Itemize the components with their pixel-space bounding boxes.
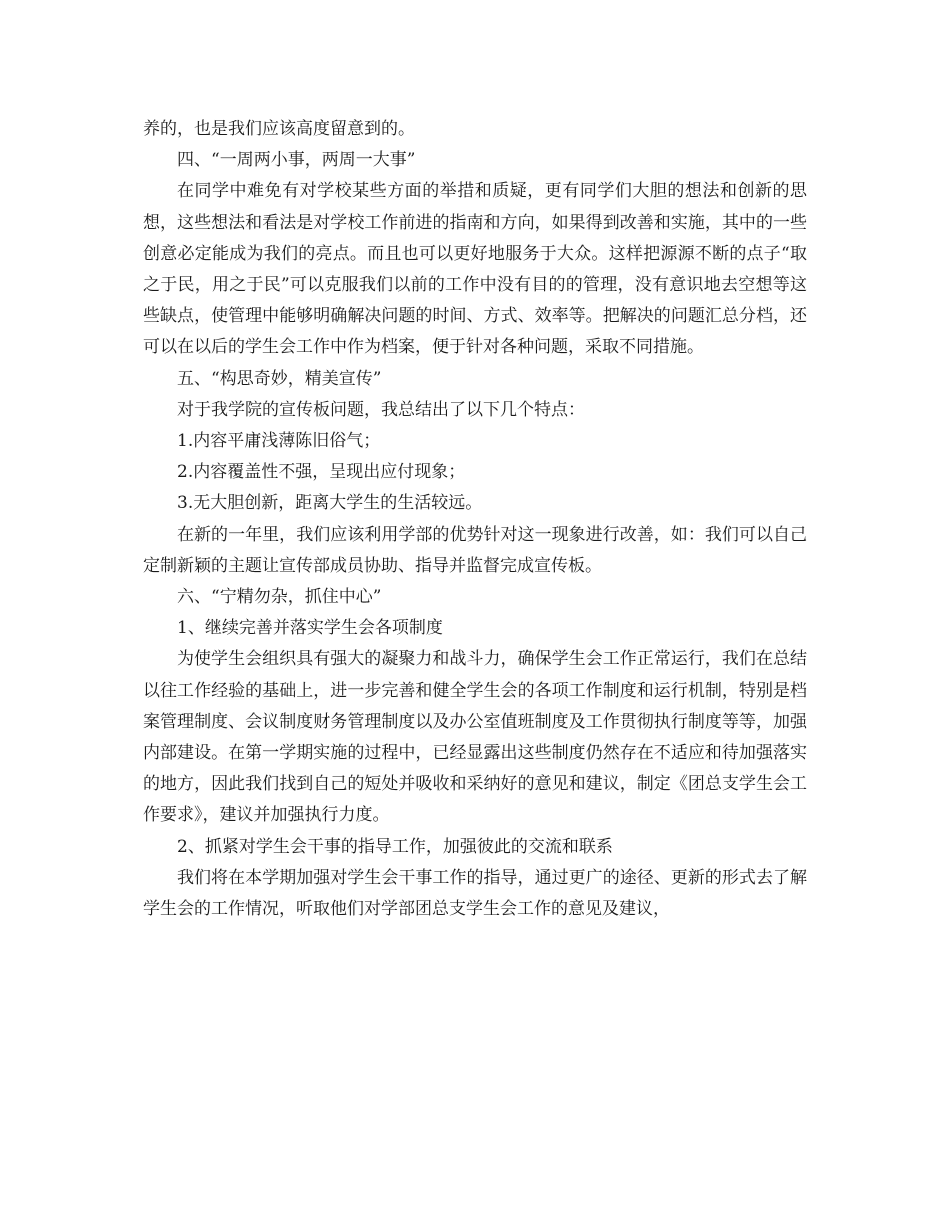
paragraph: 在同学中难免有对学校某些方面的举措和质疑，更有同学们大胆的想法和创新的思想，这些想法和看法是对学校工作前进的指南和方向，如果得到改善和实施，其中的一些创意必定能成为我们的亮点。而且也可以更好地服务于大众。这样把源源不断的点子“取之于民，用之于民”可以克服我们以前的工作中没有目的的管理，没有意识地去空想等这些缺点，使管理中能够明确解决问题的时间、方式、效率等。把解决的问题汇总分档，还可以在以后的学生会工作中作为档案，便于针对各种问题，采取不同措施。 [143,181,807,358]
paragraph-continuation: 养的，也是我们应该高度留意到的。 [143,119,415,139]
paragraph: 为使学生会组织具有强大的凝聚力和战斗力，确保学生会工作正常运行，我们在总结以往工作经验的基础上，进一步完善和健全学生会的各项工作制度和运行机制，特别是档案管理制度、会议制度财务管理制度以及办公室值班制度及工作贯彻执行制度等等，加强内部建设。在第一学期实施的过程中，已经显露出这些制度仍然存在不适应和待加强落实的地方，因此我们找到自己的短处并吸收和采纳好的意见和建议，制定《团总支学生会工作要求》，建议并加强执行力度。 [143,649,807,826]
section-heading-6: 六、“宁精勿杂，抓住中心” [177,587,382,608]
section-heading-5: 五、“构思奇妙，精美宣传” [177,368,382,389]
list-item: 3.无大胆创新，距离大学生的生活较远。 [177,493,483,514]
list-item: 2.内容覆盖性不强，呈现出应付现象； [177,462,466,483]
subheading: 1、继续完善并落实学生会各项制度 [177,618,443,639]
subheading: 2、抓紧对学生会干事的指导工作，加强彼此的交流和联系 [177,836,613,857]
paragraph: 在新的一年里，我们应该利用学部的优势针对这一现象进行改善，如：我们可以自己定制新颖的主题让宣传部成员协助、指导并监督完成宣传板。 [143,524,807,576]
paragraph: 我们将在本学期加强对学生会干事工作的指导，通过更广的途径、更新的形式去了解学生会的工作情况，听取他们对学部团总支学生会工作的意见及建议， [143,867,807,920]
list-item: 1.内容平庸浅薄陈旧俗气； [177,431,381,452]
section-heading-4: 四、“一周两小事，两周一大事” [177,150,416,171]
document-body [143,114,807,925]
paragraph: 对于我学院的宣传板问题，我总结出了以下几个特点： [177,399,585,420]
